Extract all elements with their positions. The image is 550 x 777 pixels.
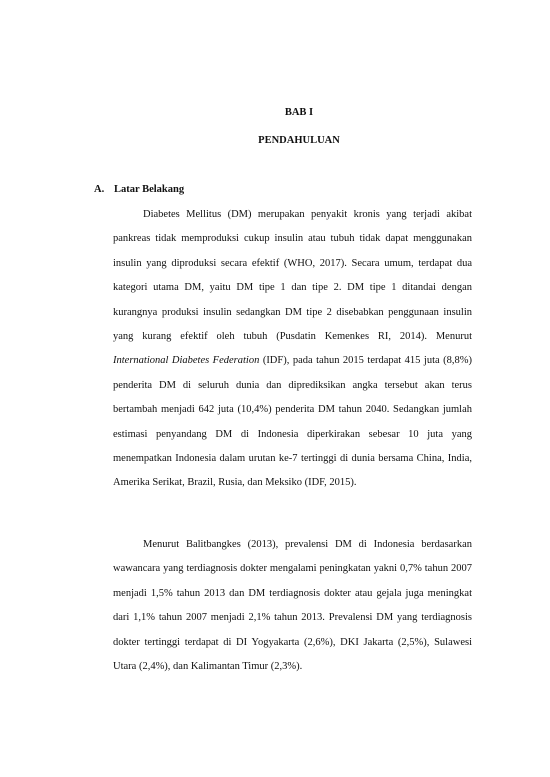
section-marker: A. [94, 184, 105, 195]
paragraph-1-italic-term: International Diabetes Federation [113, 355, 260, 367]
paragraph-1-text-b: (IDF), pada tahun 2015 terdapat 415 juta (8,8%) penderita DM di seluruh dunia dan diprediksikan angka tersebut akan terus bertambah menjadi 642 juta (10,4%) penderita DM tahun 2040. Sedangkan jumlah estimasi penyandang DM di Indonesia diperkirakan sebesar 10 juta yang menempatkan Indonesia dalam urutan ke-7 tertinggi di dunia bersama China, India, Amerika Serikat, Brazil, Rusia, dan Meksiko (IDF, 2015). [113, 355, 472, 489]
section-heading [94, 184, 184, 195]
section-title: Latar Belakang [114, 184, 185, 195]
chapter-number: BAB I [284, 107, 314, 118]
paragraph-2 [113, 533, 472, 679]
paragraph-1-text-a: Diabetes Mellitus (DM) merupakan penyakit kronis yang terjadi akibat pankreas tidak memproduksi cukup insulin atau tubuh tidak dapat menggunakan insulin yang diproduksi secara efektif (WHO, 2017). Secara umum, terdapat dua kategori utama DM, yaitu DM tipe 1 dan tipe 2. DM tipe 1 ditandai dengan kurangnya produksi insulin sedangkan DM tipe 2 disebabkan penggunaan insulin yang kurang efektif oleh tubuh (Pusdatin Kemenkes RI, 2014). Menurut [113, 209, 472, 343]
paragraph-2-text: Menurut Balitbangkes (2013), prevalensi DM di Indonesia berdasarkan wawancara yang terdiagnosis dokter mengalami peningkatan yakni 0,7% tahun 2007 menjadi 1,5% tahun 2013 dan DM terdiagnosis dokter atau gejala juga meningkat dari 1,1% tahun 2007 menjadi 2,1% tahun 2013. Prevalensi DM yang terdiagnosis dokter tertinggi terdapat di DI Yogyakarta (2,6%), DKI Jakarta (2,5%), Sulawesi Utara (2,4%), dan Kalimantan Timur (2,3%). [113, 539, 472, 673]
chapter-title: PENDAHULUAN [258, 135, 340, 146]
paragraph-1 [113, 203, 472, 496]
